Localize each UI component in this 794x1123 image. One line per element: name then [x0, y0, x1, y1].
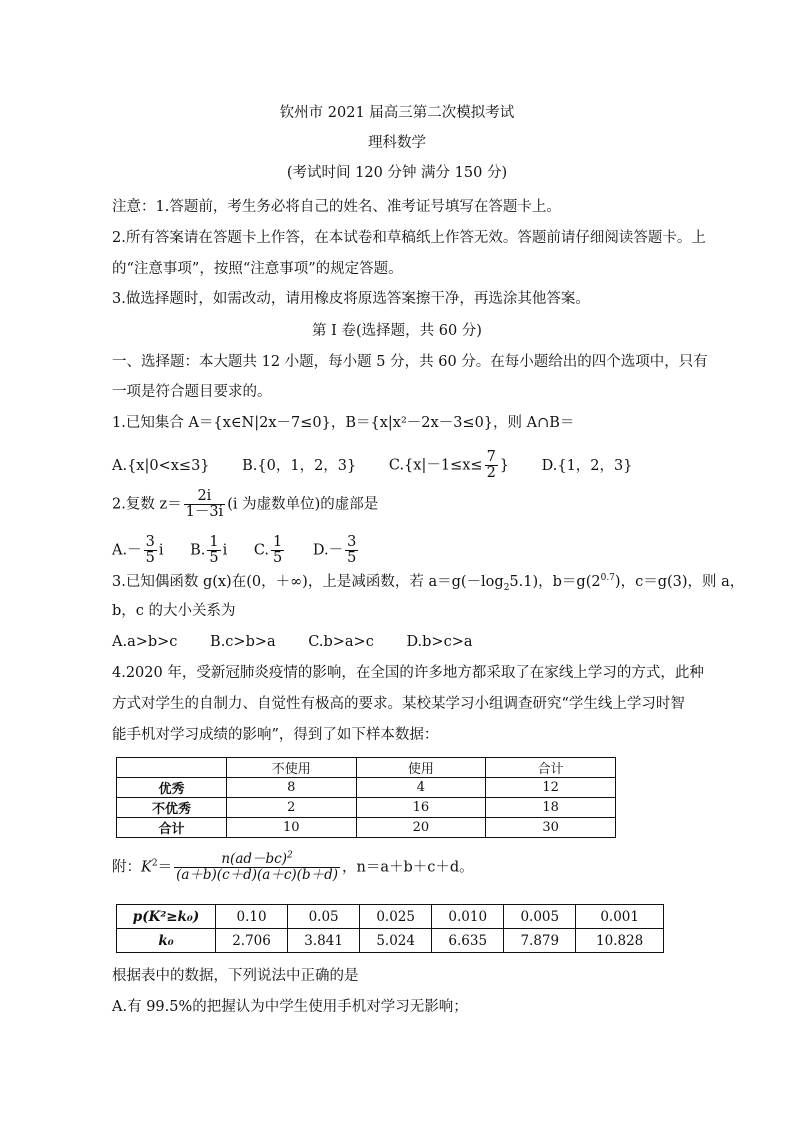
q1-options: [112, 450, 661, 481]
table-cell: 18: [486, 798, 616, 818]
table-cell: 12: [486, 778, 616, 798]
table-cell: 不使用: [226, 758, 356, 778]
q4-line2: 方式对学生的自制力、自觉性有极高的要求。某校某学习小组调查研究“学生线上学习时智: [112, 696, 685, 712]
table-row: [117, 798, 616, 818]
q1-option-a: A.{x|0<x≤3}: [112, 457, 210, 474]
table-cell: 0.005: [504, 905, 576, 929]
section-intro-a: 一、选择题：本大题共 12 小题，每小题 5 分，共 60 分。在每小题给出的四个选项中，只有: [112, 354, 708, 370]
table-cell: 0.001: [576, 905, 664, 929]
q4-line3: 能手机对学习成绩的影响”，得到了如下样本数据：: [112, 727, 439, 743]
q1-stem: 1.已知集合 A＝{x∈N|2x－7≤0}，B＝{x|x²－2x－3≤0}，则 A∩B＝: [112, 415, 575, 431]
q4-conclusion: 根据表中的数据，下列说法中正确的是: [112, 968, 359, 984]
table-cell: [117, 758, 227, 778]
table-cell: 2.706: [216, 929, 288, 953]
q2-option-c: C. $\frac{1}{5}$: [253, 534, 283, 566]
table-cell: 优秀: [117, 778, 227, 798]
table-cell: 4: [356, 778, 486, 798]
q3-option-b: B.c>b>a: [210, 634, 276, 650]
q4-option-a: A.有 99.5%的把握认为中学生使用手机对学习无影响；: [112, 999, 468, 1015]
q2-option-b: B. $\frac{1}{5}$ i: [190, 534, 228, 566]
table-cell: 使用: [356, 758, 486, 778]
table-cell: 16: [356, 798, 486, 818]
q3-stem-line1: 3.已知偶函数 g(x)在(0，＋∞)，上是减函数，若 $a=g(-\log_25.1)$，$b=g(2^{0.7})$，c＝g(3)，则 a，: [112, 573, 745, 593]
q1-option-d: D.{1，2，3}: [541, 457, 633, 474]
note-2b: 的“注意事项”，按照“注意事项”的规定答题。: [112, 261, 403, 277]
q2-options: [112, 535, 388, 566]
table-cell: 30: [486, 818, 616, 838]
table-cell: 10.828: [576, 929, 664, 953]
table-cell: 6.635: [432, 929, 504, 953]
note-1: 注意：1.答题前，考生务必将自己的姓名、准考证号填写在答题卡上。: [112, 199, 561, 215]
table-cell: 合计: [117, 818, 227, 838]
table-cell: 0.10: [216, 905, 288, 929]
q3-option-d: D.b>c>a: [406, 634, 473, 650]
table-header-row: [117, 758, 616, 778]
table-cell: 5.024: [360, 929, 432, 953]
table-row: [117, 818, 616, 838]
q2-option-d: D.－ $\frac{3}{5}$: [312, 534, 357, 566]
table-row: [117, 778, 616, 798]
table-cell: 合计: [486, 758, 616, 778]
section-intro-b: 一项是符合题目要求的。: [112, 384, 272, 400]
q1-c-fraction: $\frac{7}{2}$: [486, 449, 496, 481]
table-cell: 20: [356, 818, 486, 838]
note-3: 3.做选择题时，如需改动，请用橡皮将原选答案擦干净，再选涂其他答案。: [112, 291, 590, 307]
q1-option-b: B.{0，1，2，3}: [242, 457, 357, 474]
table-cell: k₀: [117, 929, 216, 953]
q3-option-a: A.a>b>c: [112, 634, 178, 650]
critical-value-table: [116, 904, 664, 953]
table-cell: p(K²≥k₀): [117, 905, 216, 929]
table-cell: 0.05: [288, 905, 360, 929]
k2-formula: 附：$K^2=$ $\frac{n(ad-bc)^2}{(a+b)(c+d)(a+c)(b+d)}$ ，n＝a＋b＋c＋d。: [112, 850, 474, 883]
q4-line1: 4.2020 年，受新冠肺炎疫情的影响，在全国的许多地方都采取了在家线上学习的方式，此种: [112, 665, 704, 681]
k2-fraction: $\frac{n(ad-bc)^2}{(a+b)(c+d)(a+c)(b+d)}$: [176, 850, 338, 883]
q3-stem-line2: b，c 的大小关系为: [112, 603, 236, 619]
exam-title: 钦州市 2021 届高三第二次模拟考试: [279, 105, 515, 121]
table-cell: 不优秀: [117, 798, 227, 818]
exam-time-note: (考试时间 120 分钟 满分 150 分): [286, 165, 508, 181]
table-row: [117, 905, 664, 929]
exam-subject: 理科数学: [368, 135, 426, 151]
table-cell: 7.879: [504, 929, 576, 953]
q2-stem: 2.复数 z＝ $\frac{2i}{1-3i}$ (i 为虚数单位)的虚部是: [112, 488, 379, 520]
table-cell: 8: [226, 778, 356, 798]
table-cell: 10: [226, 818, 356, 838]
q1-option-c: C.{x|－1≤x≤ $\frac{7}{2}$ }: [388, 449, 510, 481]
q3-option-c: C.b>a>c: [308, 634, 374, 650]
q3-options: [112, 632, 501, 652]
q2-fraction: $\frac{2i}{1-3i}$: [185, 488, 224, 520]
table-cell: 0.025: [360, 905, 432, 929]
note-2a: 2.所有答案请在答题卡上作答，在本试卷和草稿纸上作答无效。答题前请仔细阅读答题卡。上: [112, 230, 706, 246]
sample-data-table: [116, 757, 616, 838]
table-cell: 0.010: [432, 905, 504, 929]
table-cell: 3.841: [288, 929, 360, 953]
section-title: 第 I 卷(选择题，共 60 分): [312, 323, 482, 339]
table-row: [117, 929, 664, 953]
q2-option-a: A.－ $\frac{3}{5}$ i: [112, 534, 164, 566]
table-cell: 2: [226, 798, 356, 818]
